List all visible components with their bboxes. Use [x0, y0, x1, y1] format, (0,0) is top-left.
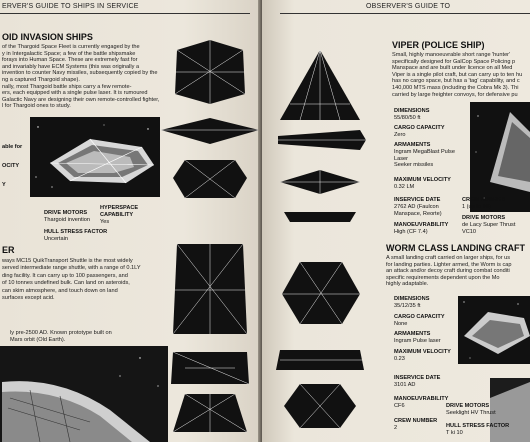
viper-front-view	[280, 170, 360, 194]
worm-detail-illustration	[490, 378, 530, 442]
thargoid-ship-illustration	[30, 117, 160, 197]
shuttle-body-line: served intermediate range shuttle, with a range of 0.1LY	[2, 265, 141, 272]
worm-manoeuv-value: CF6	[394, 403, 405, 409]
worm-crew-label: CREW NUMBER	[394, 418, 438, 424]
worm-side-view	[276, 350, 364, 370]
viper-dimensions-label: DIMENSIONS	[394, 108, 430, 114]
worm-crew-value: 2	[394, 425, 398, 431]
viper-armaments-line: Laser	[394, 155, 408, 162]
worm-intro-line: A small landing craft carried on larger ships, for us	[386, 255, 511, 261]
thargoid-hyper-value: Yes	[100, 219, 110, 225]
viper-cargo-value: Zero	[394, 132, 406, 138]
thargoid-stat-fragment: able for	[2, 144, 23, 150]
worm-drive-value: Seeklight HV Thrust	[446, 410, 496, 416]
viper-intro-line: Manspace and are built under licence on all Med	[392, 65, 513, 72]
viper-intro-line: carried by large freighter convoys, for defensive pu	[392, 91, 518, 98]
viper-armaments-line: Seeker missiles	[394, 162, 434, 168]
viper-side-view	[278, 130, 366, 150]
shuttle-body-line: ways MC15 QuikTransport Shuttle is the most widely	[2, 258, 133, 264]
viper-drive-line: VC10	[462, 228, 476, 235]
worm-drive-label: DRIVE MOTORS	[446, 403, 490, 409]
viper-section-title: VIPER (POLICE SHIP)	[392, 40, 485, 50]
worm-armaments-value: Ingram Pulse laser	[394, 338, 441, 344]
thargoid-stat-fragment: OCITY	[2, 163, 20, 169]
shuttle-body-line: of 10 tonnes undefined bulk. Can land on asteroids,	[2, 280, 130, 287]
worm-armaments-label: ARMAMENTS	[394, 331, 431, 337]
thargoid-intro-line: y in Intergalactic Space; a few of the battle shipsmake	[2, 50, 136, 57]
viper-intro-line: specifically designed for GalCop Space Policing p	[392, 58, 516, 65]
worm-inservice-label: INSERVICE DATE	[394, 375, 441, 381]
viper-inservice-line: Manspace, Reorte)	[394, 210, 442, 217]
viper-manoeuv-label: MANOEUVRABILITY	[394, 222, 449, 228]
shuttle-footer-line: Mars orbit (Old Earth).	[10, 337, 66, 343]
worm-velocity-label: MAXIMUM VELOCITY	[394, 349, 451, 355]
thargoid-side-view	[161, 118, 259, 144]
left-wireframe-column	[155, 0, 262, 442]
viper-crew-label: CREW NUMBER	[462, 197, 506, 203]
thargoid-hyper-label: HYPERSPACE CAPABILITY	[100, 205, 139, 218]
shuttle-front-view	[173, 394, 247, 432]
viper-intro-line: Viper is a single pilot craft, but can carry up to ten hu	[392, 71, 523, 78]
left-running-header: ERVER'S GUIDE TO SHIPS IN SERVICE	[2, 3, 139, 10]
thargoid-plan-view	[175, 40, 245, 104]
worm-cargo-value: None	[394, 321, 408, 327]
thargoid-front-view	[173, 160, 247, 198]
worm-front-view	[284, 384, 356, 428]
left-page	[0, 0, 262, 442]
thargoid-stat-fragment: Y	[2, 182, 6, 188]
right-wireframe-column	[270, 0, 370, 442]
thargoid-drive-label: DRIVE MOTORS	[44, 210, 88, 216]
viper-drive-line: de Lacy Super Thrust	[462, 222, 516, 228]
worm-hull-value: T ki 10	[446, 430, 463, 436]
viper-intro-line: 140,000 MTS mass (including the Cobra Mk 3). Thi	[392, 85, 519, 91]
worm-manoeuv-label: MANOEUVRABILITY	[394, 396, 449, 402]
worm-intro-line: specific requirements dependent upon the Mo	[386, 274, 500, 281]
thargoid-intro-line: ng a captured Thargoid shape).	[2, 77, 80, 83]
worm-dimensions-label: DIMENSIONS	[394, 296, 430, 302]
thargoid-intro-line: of the Thargoid Space Fleet is currently engaged by the	[2, 44, 140, 50]
viper-intro-line: has no cargo space, but has a 'tag' capability, and c	[392, 78, 520, 85]
right-page	[262, 0, 530, 442]
worm-intro-line: highly adaptable.	[386, 281, 429, 288]
shuttle-side-view	[171, 352, 249, 384]
shuttle-illustration	[0, 346, 168, 442]
worm-section-title: WORM CLASS LANDING CRAFT	[386, 243, 525, 253]
thargoid-drive-value: Thargoid invention	[44, 217, 91, 223]
viper-inservice-label: INSERVICE DATE	[394, 197, 441, 203]
viper-velocity-value: 0.32 LM	[394, 184, 415, 190]
worm-cargo-label: CARGO CAPACITY	[394, 314, 445, 320]
worm-hull-label: HULL STRESS FACTOR	[446, 423, 510, 429]
worm-intro-line: an attack and/or decoy craft during combat conditi	[386, 268, 510, 275]
shuttle-body-line: can skim atmosphere, and touch down on land	[2, 287, 118, 294]
viper-crew-value: 1 (up to 10)	[462, 204, 491, 210]
shuttle-plan-view	[173, 244, 247, 334]
worm-velocity-value: 0.23	[394, 356, 405, 362]
thargoid-section-title: OID INVASION SHIPS	[2, 32, 93, 42]
worm-intro-line: for landing parties. Lighter armed, the Worm is cap	[386, 261, 512, 268]
shuttle-body-line: surfaces except acid.	[2, 295, 55, 301]
worm-inservice-value: 3101 AD	[394, 382, 416, 388]
thargoid-intro-line: forays into Human Space. These are extremely fast for	[2, 57, 138, 64]
viper-armaments-label: ARMAMENTS	[394, 142, 431, 148]
viper-dimensions-value: 55/80/50 ft	[394, 115, 421, 121]
viper-plan-view	[280, 50, 360, 120]
viper-inservice-line: 2762 AD (Faulcon	[394, 204, 439, 210]
viper-rear-view	[284, 212, 356, 222]
shuttle-footer-line: ly pre-2500 AD. Known prototype built on	[10, 330, 112, 336]
thargoid-intro-line: invention to counter Navy missiles, subsequently copied by the	[2, 70, 158, 77]
thargoid-intro-line: ers, each equipped with a single pulse laser. It is rumoured	[2, 90, 148, 97]
viper-illustration	[470, 102, 530, 212]
viper-manoeuv-value: High (CF 7.4)	[394, 229, 428, 235]
thargoid-intro-line: Galactic Navy are designing their own remote-controlled fighter,	[2, 96, 160, 103]
thargoid-intro-line: and invariably have ECM Systems (this was originally a	[2, 63, 140, 70]
viper-cargo-label: CARGO CAPACITY	[394, 125, 445, 131]
shuttle-section-title: ER	[2, 245, 15, 255]
right-running-header: OBSERVER'S GUIDE TO	[366, 3, 451, 10]
viper-velocity-label: MAXIMUM VELOCITY	[394, 177, 451, 183]
thargoid-hull-value: Uncertain	[44, 236, 68, 242]
worm-plan-view	[282, 262, 360, 324]
worm-illustration	[458, 296, 530, 364]
thargoid-hull-label: HULL STRESS FACTOR	[44, 229, 108, 235]
viper-armaments-line: Ingram MegaBlast Pulse	[394, 149, 455, 155]
viper-drive-label: DRIVE MOTORS	[462, 215, 506, 221]
worm-dimensions-value: 35/12/35 ft	[394, 303, 421, 309]
viper-intro-line: Small, highly manoeuvrable short range 'hunter'	[392, 52, 511, 58]
thargoid-intro-line: l for Thargoid ones to study.	[2, 103, 71, 110]
thargoid-intro-line: nally, most Thargoid battle ships carry a few remote-	[2, 83, 132, 90]
shuttle-body-line: ding facility. It can carry up to 100 passengers, and	[2, 272, 128, 279]
